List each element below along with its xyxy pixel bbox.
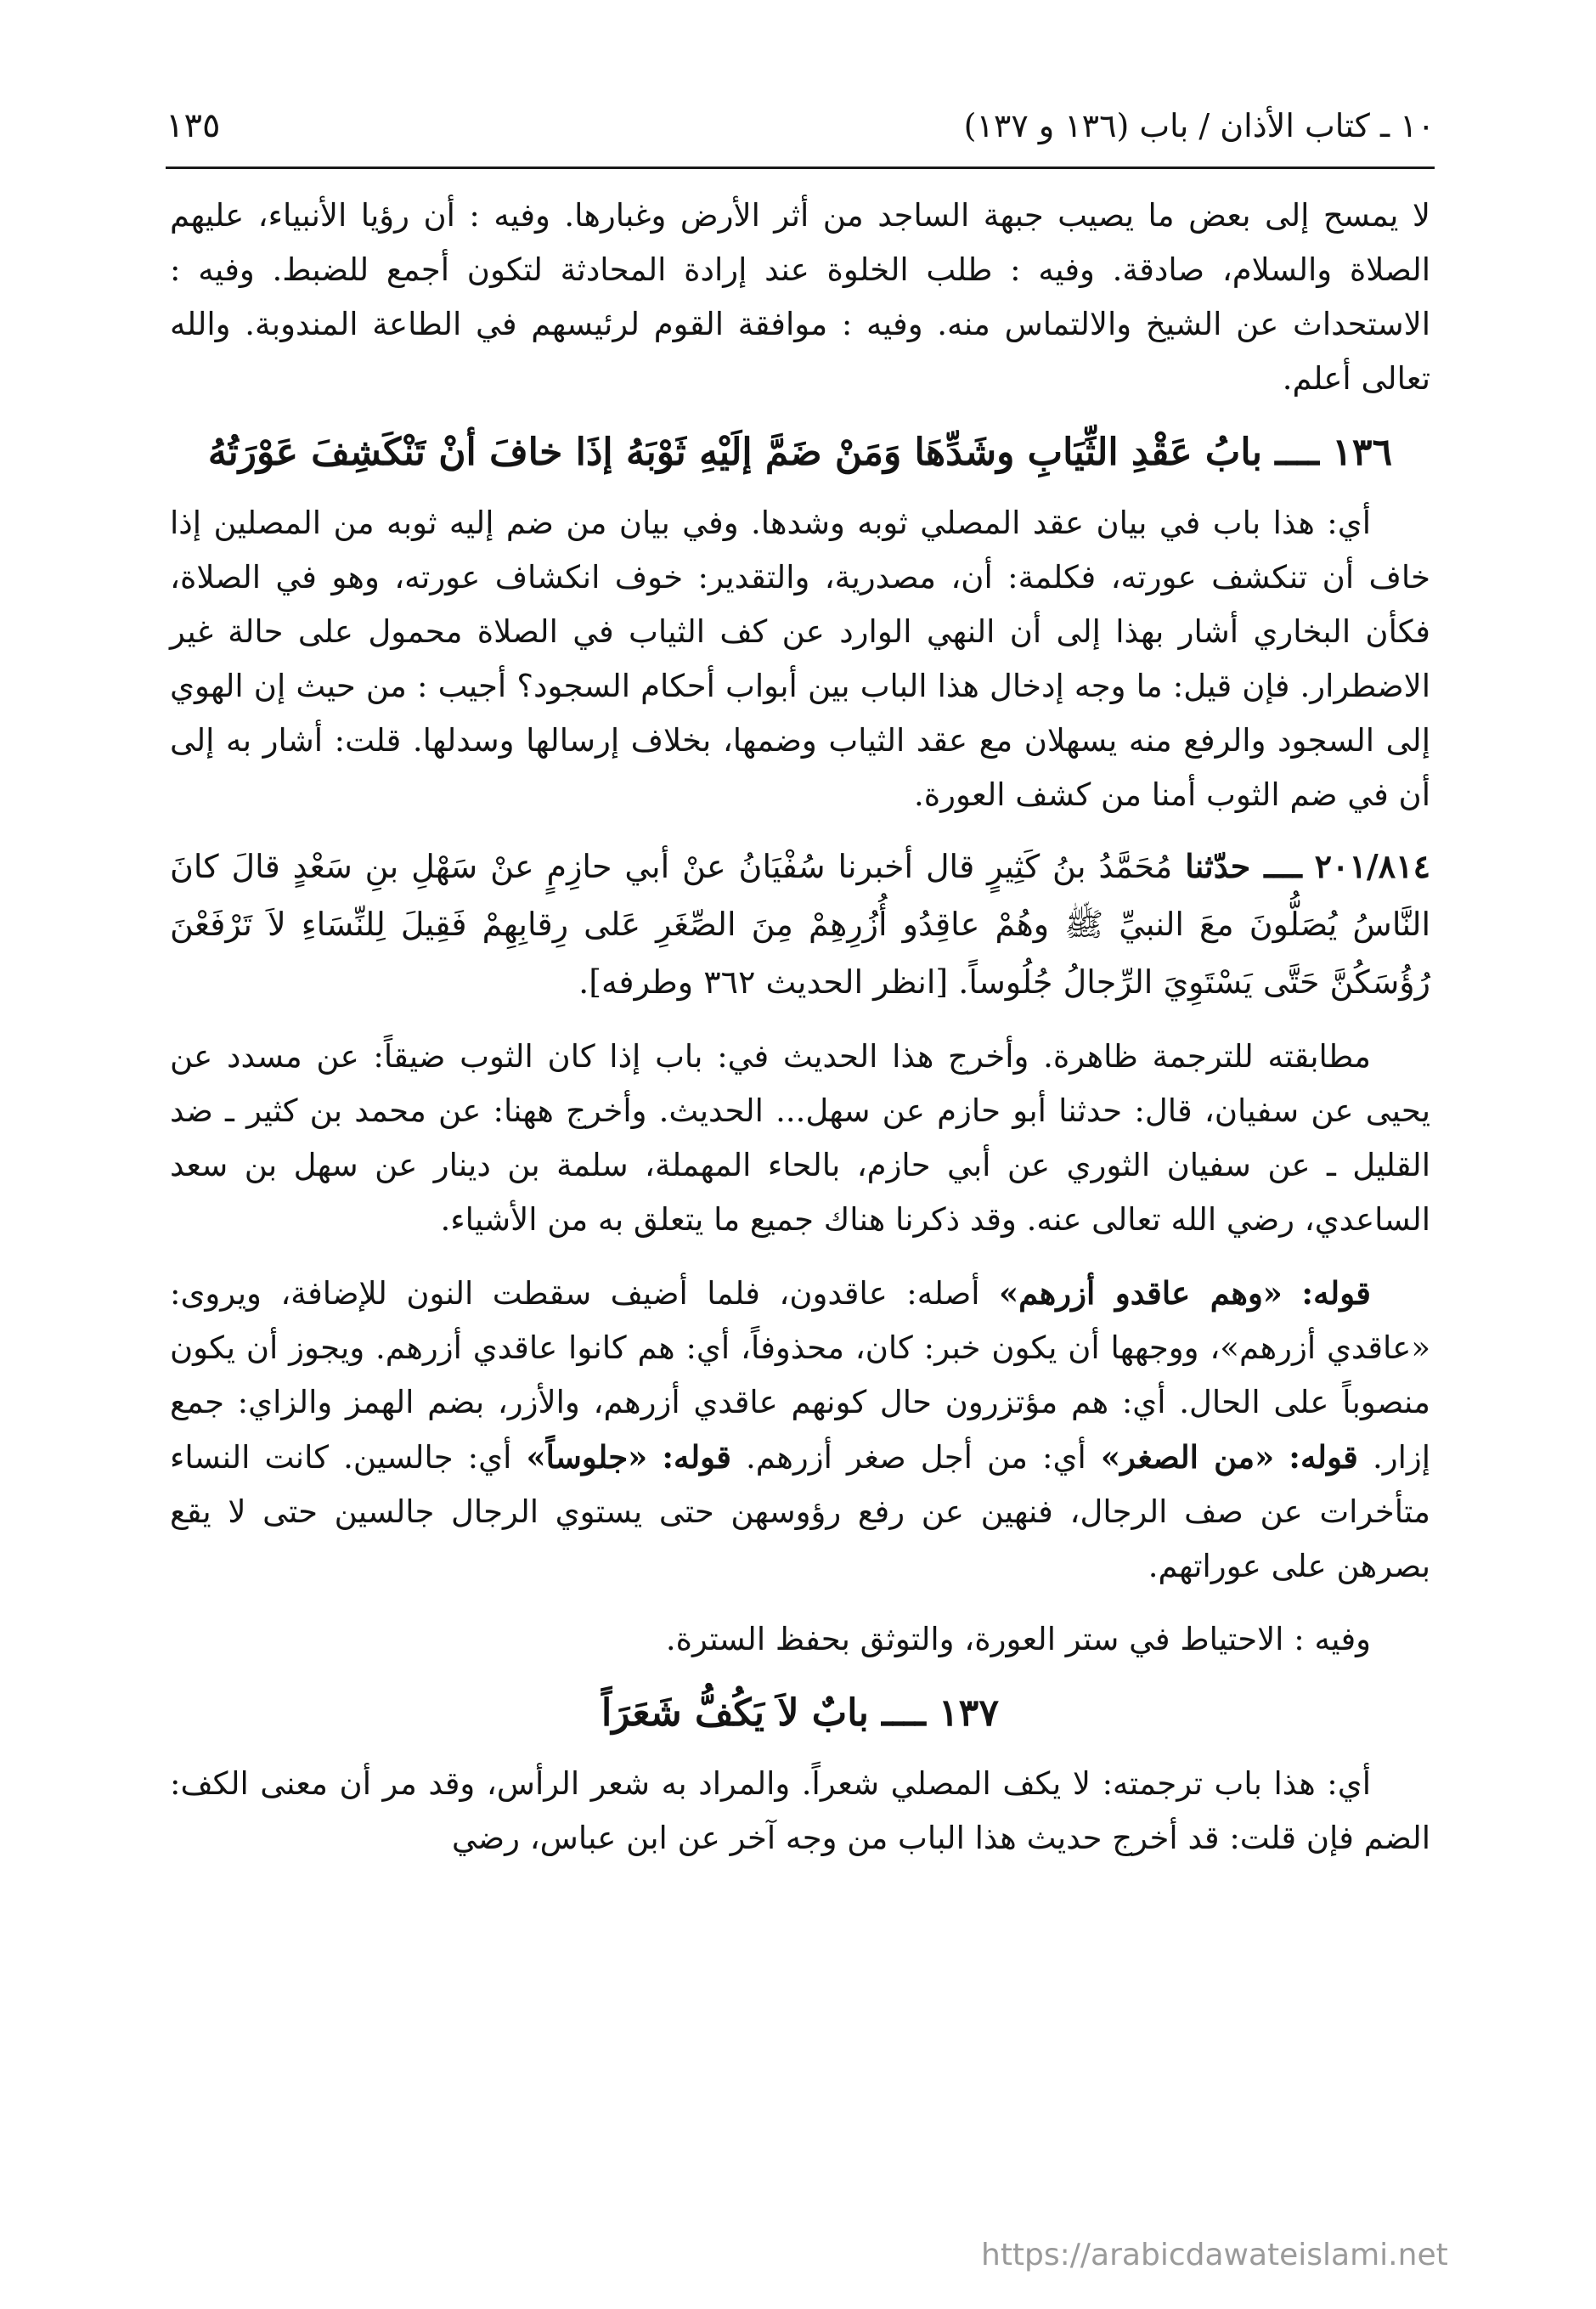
running-header [166, 102, 1435, 153]
correspondence-paragraph: مطابقته للترجمة ظاهرة. وأخرج هذا الحديث في: باب إذا كان الثوب ضيقاً: عن مسدد عن يحيى عن سفيان، قال: حدثنا أبو حازم عن سهل... الحديث. وأخرج ههنا: عن محمد بن كثير ـ ضد القليل ـ عن سفيان الثوري عن أبي حازم، بالحاء المهملة، سلمة بن دينار عن سهل بن سعد الساعدي، رضي الله تعالى عنه. وقد ذكرنا هناك جميع ما يتعلق به من الأشياء. [170, 1038, 1430, 1238]
explanation-part-1: أصله: عاقدون، فلما أضيف سقطت النون للإضافة، ويروى: «عاقدي أزرهم»، ووجهها أن يكون خبر: كان، محذوفاً، أي: هم كانوا عاقدي أزرهم. ويجوز أن يكون منصوباً على الحال. أي: هم مؤتزرون حال كونهم عاقدي أزرهم، والأزر، بضم الهمز والزاي: جمع إزار. [170, 1275, 1431, 1476]
chapter-137-commentary: أي: هذا باب ترجمته: لا يكف المصلي شعراً. والمراد به شعر الرأس، وقد مر أن معنى الكف: الضم فإن قلت: قد أخرج حديث هذا الباب من وجه آخر عن ابن عباس، رضي [170, 1765, 1430, 1856]
chapter-136-heading: ١٣٦ ــــ بابُ عَقْدِ الثِّيَابِ وشَدِّهَا وَمَنْ ضَمَّ إلَيْهِ ثَوْبَهُ إذَا خافَ أنْ تَنْكَشِفَ عَوْرَتُهُ [207, 431, 1393, 474]
chapter-137-heading: ١٣٧ ــــ بابٌ لاَ يَكُفُّ شَعَرَاً [601, 1691, 999, 1735]
hadith-lead: ــــ حدّثنا [1185, 847, 1302, 885]
quote-julusan: «جلوساً» [526, 1438, 648, 1476]
qawluhu-label: قوله: [662, 1438, 731, 1476]
page-number: ١٣٥ [166, 106, 221, 145]
header-rule [166, 167, 1435, 169]
hadith-number: ٢٠١/٨١٤ [1314, 847, 1430, 885]
quote-aqidu-uzurihim: «وهم عاقدو أزرهم» [999, 1274, 1283, 1312]
page-body [170, 189, 1430, 1866]
chapter-136-commentary: أي: هذا باب في بيان عقد المصلي ثوبه وشدها. وفي بيان من ضم إليه ثوبه من المصلين إذا خاف أن تنكشف عورته، فكلمة: أن، مصدرية، والتقدير: خوف انكشاف عورته، وهو في الصلاة، فكأن البخاري أشار بهذا إلى أن النهي الوارد عن كف الثياب في الصلاة محمول على حالة غير الاضطرار. فإن قيل: ما وجه إدخال هذا الباب بين أبواب أحكام السجود؟ أجيب : من حيث إن الهوي إلى السجود والرفع منه يسهلان مع عقد الثياب وضمها، بخلاف إرسالها وسدلها. قلت: أشار به إلى أن في ضم الثوب أمنا من كشف العورة. [170, 505, 1430, 813]
hadith-text: مُحَمَّدُ بنُ كَثِيرٍ قال أخبرنا سُفْيَانُ عنْ أبي حازِمٍ عنْ سَهْلِ بنِ سَعْدٍ قالَ كانَ النَّاسُ يُصَلُّونَ معَ النبيِّ ﷺ وهُمْ عاقِدُو أُزُرِهِمْ مِنَ الصِّغَرِ عَلى رِقابِهِمْ فَقِيلَ لِلنِّسَاءِ لاَ تَرْفَعْنَ رُؤُسَكُنَّ حَتَّى يَسْتَوِيَ الرِّجالُ جُلُوساً. [انظر الحديث ٣٦٢ وطرفه]. [170, 848, 1430, 1001]
explanation-part-2: أي: من أجل صغر أزرهم. [730, 1439, 1101, 1476]
qawluhu-label: قوله: [1301, 1274, 1371, 1312]
intro-paragraph: لا يمسح إلى بعض ما يصيب جبهة الساجد من أثر الأرض وغبارها. وفيه : أن رؤيا الأنبياء، عليهم الصلاة والسلام، صادقة. وفيه : طلب الخلوة عند إرادة المحادثة لتكون أجمع للضبط. وفيه : الاستحداث عن الشيخ والالتماس منه. وفيه : موافقة القوم لرئيسهم في الطاعة المندوبة. والله تعالى أعلم. [170, 197, 1430, 397]
explanation-part-3: أي: جالسين. كانت النساء متأخرات عن صف الرجال، فنهين عن رفع رؤوسهن حتى يستوي الرجال جالسين حتى لا يقع بصرهن على عوراتهم. [170, 1439, 1430, 1584]
hadith-814 [170, 838, 1430, 1011]
explanation-paragraph [170, 1266, 1430, 1594]
benefit-paragraph: وفيه : الاحتياط في ستر العورة، والتوثق بحفظ السترة. [665, 1621, 1371, 1657]
quote-min-as-sighar: «من الصغر» [1100, 1438, 1275, 1476]
watermark-url: https://arabicdawateislami.net [981, 2238, 1448, 2272]
running-title: ١٠ ـ كتاب الأذان / باب (١٣٦ و ١٣٧) [963, 107, 1435, 144]
qawluhu-label: قوله: [1289, 1438, 1358, 1476]
